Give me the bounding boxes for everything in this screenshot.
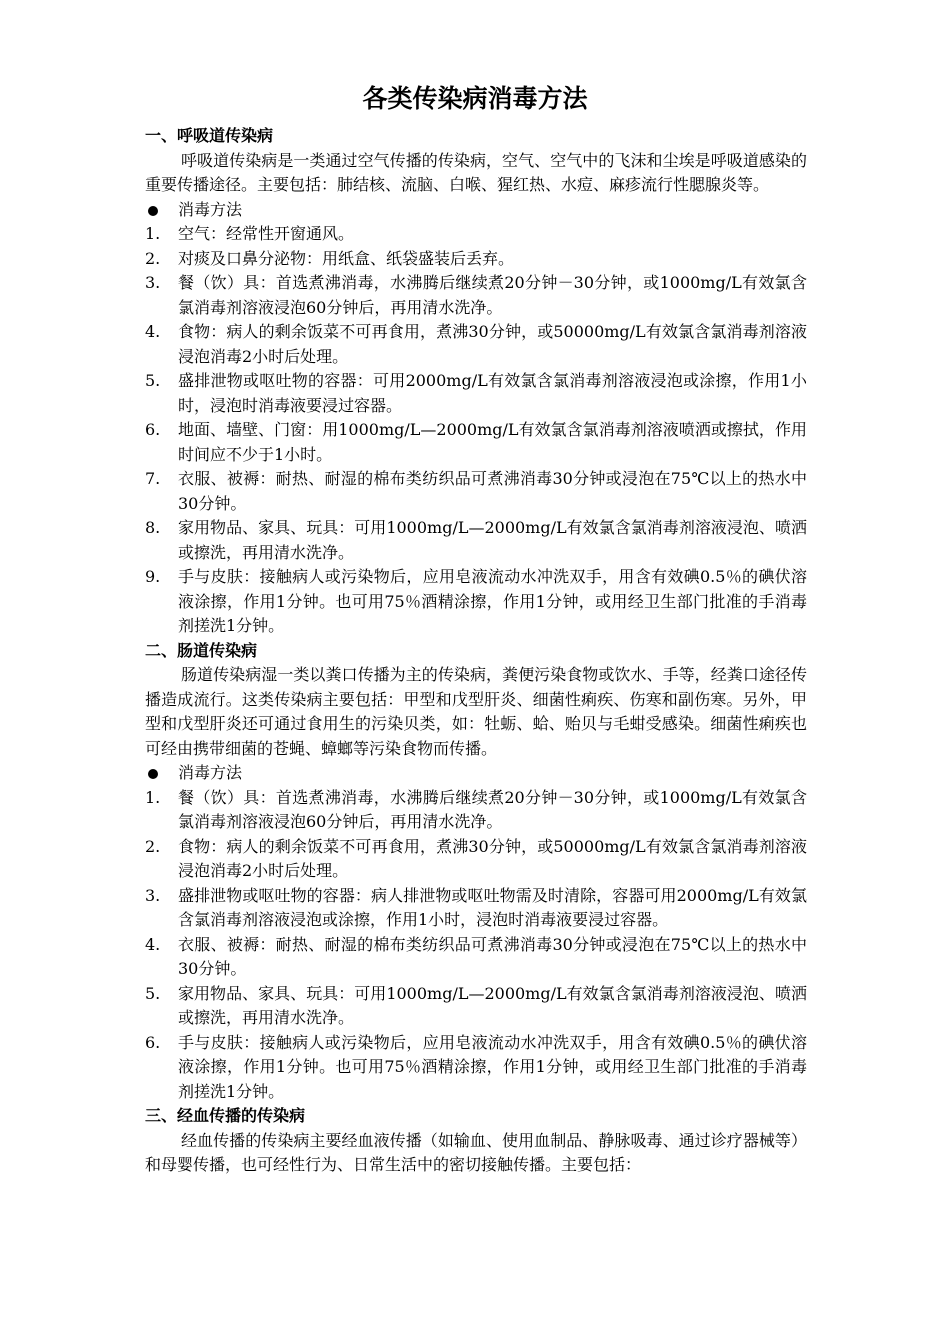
item-text: 手与皮肤：接触病人或污染物后，应用皂液流动水冲洗双手，用含有效碘0.5％的碘伏溶液涂擦，作用1分钟。也可用75％酒精涂擦，作用1分钟，或用经卫生部门批准的手消毒剂搓洗1分钟。 — [178, 1032, 807, 1101]
list-item — [145, 933, 807, 982]
page-title: 各类传染病消毒方法 — [362, 84, 588, 113]
list-item — [145, 786, 807, 835]
item-text: 餐（饮）具：首选煮沸消毒，水沸腾后继续煮20分钟－30分钟，或1000mg/L有效氯含氯消毒剂溶液浸泡60分钟后，再用清水洗净。 — [178, 787, 807, 831]
item-number: 1. — [145, 787, 161, 807]
item-text: 衣服、被褥：耐热、耐湿的棉布类纺织品可煮沸消毒30分钟或浸泡在75℃以上的热水中30分钟。 — [178, 934, 807, 978]
section-intro: 经血传播的传染病主要经血液传播（如输血、使用血制品、静脉吸毒、通过诊疗器械等）和母婴传播，也可经性行为、日常生活中的密切接触传播。主要包括： — [145, 1130, 807, 1174]
section-intro: 肠道传染病湿一类以粪口传播为主的传染病，粪便污染食物或饮水、手等，经粪口途径传播造成流行。这类传染病主要包括：甲型和戊型肝炎、细菌性痢疾、伤寒和副伤寒。另外，甲型和戊型肝炎还可通过食用生的污染贝类，如：牡蛎、蛤、贻贝与毛蚶受感染。细菌性痢疾也可经由携带细菌的苍蝇、蟑螂等污染食物而传播。 — [145, 665, 807, 758]
list-item — [145, 271, 807, 320]
list-item — [145, 247, 807, 272]
list-item — [145, 369, 807, 418]
list-item — [145, 982, 807, 1031]
bullet-label: 消毒方法 — [178, 763, 243, 782]
item-text: 餐（饮）具：首选煮沸消毒，水沸腾后继续煮20分钟－30分钟，或1000mg/L有效氯含氯消毒剂溶液浸泡60分钟后，再用清水洗净。 — [178, 273, 807, 317]
item-text: 地面、墙壁、门窗：用1000mg/L—2000mg/L有效氯含氯消毒剂溶液喷洒或擦拭，作用时间应不少于1小时。 — [178, 420, 807, 464]
item-text: 空气：经常性开窗通风。 — [178, 224, 355, 243]
list-item — [145, 418, 807, 467]
section-heading: 三、经血传播的传染病 — [145, 1106, 306, 1125]
item-number: 1. — [145, 224, 161, 243]
item-number: 2. — [145, 248, 161, 268]
list-item — [145, 320, 807, 369]
item-number: 3. — [145, 885, 161, 905]
bullet-label: 消毒方法 — [178, 199, 243, 219]
item-number: 5. — [145, 983, 161, 1003]
list-item — [145, 835, 807, 884]
item-number: 9. — [145, 567, 161, 586]
item-number: 3. — [145, 273, 161, 292]
list-item — [145, 516, 807, 565]
section-heading: 二、肠道传染病 — [145, 640, 258, 660]
item-number: 6. — [145, 420, 161, 439]
item-number: 4. — [145, 934, 161, 954]
item-text: 衣服、被褥：耐热、耐湿的棉布类纺织品可煮沸消毒30分钟或浸泡在75℃以上的热水中30分钟。 — [178, 469, 807, 513]
list-item — [145, 1031, 807, 1105]
item-text: 食物：病人的剩余饭菜不可再食用，煮沸30分钟，或50000mg/L有效氯含氯消毒剂溶液浸泡消毒2小时后处理。 — [178, 836, 807, 880]
bullet-dot-icon — [148, 769, 158, 779]
item-number: 2. — [145, 836, 161, 856]
item-number: 4. — [145, 322, 161, 341]
item-text: 盛排泄物或呕吐物的容器：可用2000mg/L有效氯含氯消毒剂溶液浸泡或涂擦，作用1小时，浸泡时消毒液要浸过容器。 — [178, 371, 807, 415]
item-text: 手与皮肤：接触病人或污染物后，应用皂液流动水冲洗双手，用含有效碘0.5％的碘伏溶液涂擦，作用1分钟。也可用75％酒精涂擦，作用1分钟，或用经卫生部门批准的手消毒剂搓洗1分钟。 — [178, 567, 807, 635]
item-text: 对痰及口鼻分泌物：用纸盒、纸袋盛装后丢弃。 — [178, 248, 515, 268]
list-item — [145, 565, 807, 639]
bullet-dot-icon — [148, 206, 158, 216]
section-intro: 呼吸道传染病是一类通过空气传播的传染病，空气、空气中的飞沫和尘埃是呼吸道感染的重要传播途径。主要包括：肺结核、流脑、白喉、猩红热、水痘、麻疹流行性腮腺炎等。 — [145, 150, 807, 194]
section-heading: 一、呼吸道传染病 — [145, 126, 274, 145]
item-text: 食物：病人的剩余饭菜不可再食用，煮沸30分钟，或50000mg/L有效氯含氯消毒剂溶液浸泡消毒2小时后处理。 — [178, 322, 807, 366]
item-text: 家用物品、家具、玩具：可用1000mg/L—2000mg/L有效氯含氯消毒剂溶液浸泡、喷洒或擦洗，再用清水洗净。 — [178, 518, 807, 562]
bullet-item — [145, 198, 807, 223]
item-number: 8. — [145, 518, 161, 537]
document-body — [145, 124, 807, 1178]
list-item — [145, 884, 807, 933]
item-number: 7. — [145, 469, 161, 488]
list-item — [145, 222, 807, 247]
item-number: 6. — [145, 1032, 161, 1052]
item-text: 盛排泄物或呕吐物的容器：病人排泄物或呕吐物需及时清除，容器可用2000mg/L有效氯含氯消毒剂溶液浸泡或涂擦，作用1小时，浸泡时消毒液要浸过容器。 — [178, 885, 807, 929]
bullet-item — [145, 761, 807, 786]
item-text: 家用物品、家具、玩具：可用1000mg/L—2000mg/L有效氯含氯消毒剂溶液浸泡、喷洒或擦洗，再用清水洗净。 — [178, 983, 807, 1027]
item-number: 5. — [145, 371, 161, 390]
list-item — [145, 467, 807, 516]
